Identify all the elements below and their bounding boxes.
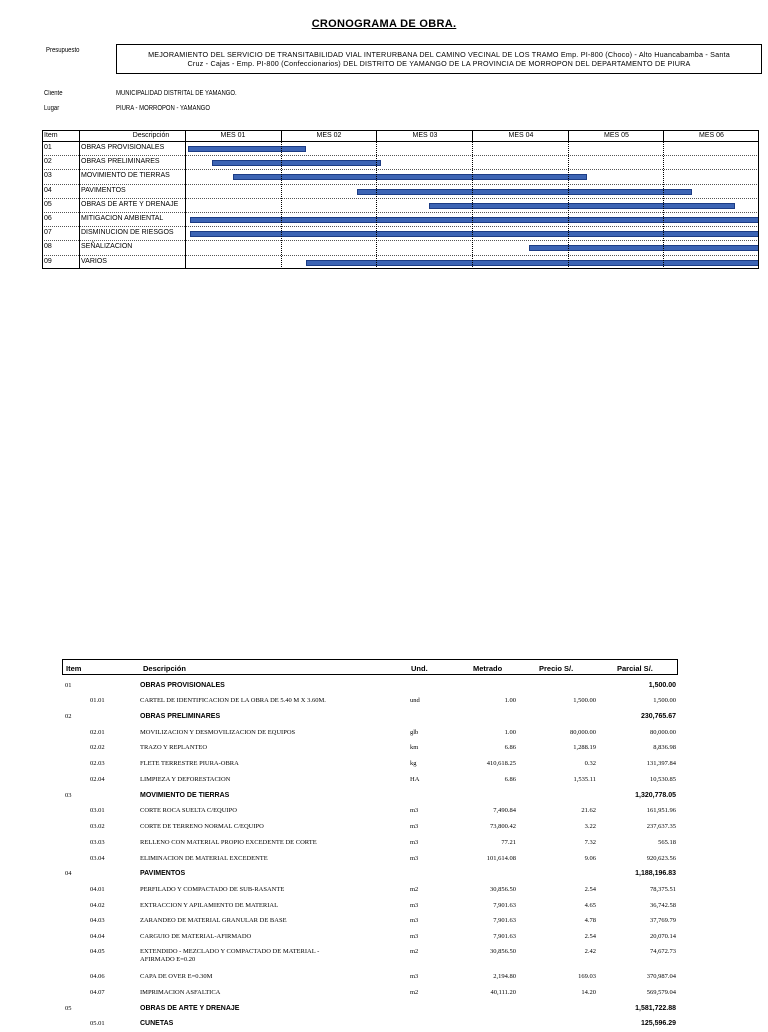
lugar-label: Lugar (44, 105, 60, 112)
gantt-month-divider (663, 130, 664, 141)
budget-row-desc: OBRAS DE ARTE Y DRENAJE (140, 1004, 240, 1012)
gantt-column-divider (79, 130, 80, 269)
gantt-row-item: 01 (44, 144, 52, 151)
budget-row-item: 04.01 (90, 885, 105, 893)
gantt-month-divider (472, 130, 473, 141)
budget-row-precio: 7.32 (584, 838, 596, 846)
budget-row-und: HA (410, 776, 420, 783)
gantt-row-desc: MITIGACION AMBIENTAL (81, 215, 164, 222)
budget-row-parcial: 1,188,196.83 (635, 870, 676, 878)
budget-row-item: 03.01 (90, 807, 105, 815)
budget-row-precio: 3.22 (584, 823, 596, 830)
budget-col-und: Und. (411, 664, 428, 673)
budget-row-parcial: 125,596.29 (640, 1020, 676, 1027)
cliente-label: Cliente (44, 90, 63, 97)
budget-row-metrado: 7,901.63 (493, 901, 516, 909)
budget-row-metrado: 7,901.63 (493, 917, 516, 925)
budget-row-precio: 1,535.11 (573, 776, 596, 783)
presupuesto-box (116, 44, 762, 74)
budget-row-item: 02.01 (90, 728, 105, 736)
gantt-row-desc: DISMINUCION DE RIESGOS (81, 229, 174, 237)
gantt-month-gridline (663, 141, 664, 269)
budget-row-metrado: 40,111.20 (490, 988, 516, 996)
gantt-row-desc: VARIOS (81, 257, 107, 265)
budget-header (62, 659, 678, 675)
budget-row-parcial: 131,397.84 (646, 760, 676, 768)
budget-group-row (62, 1002, 762, 1017)
budget-row-und: m2 (410, 948, 419, 955)
budget-row-item: 04.02 (90, 901, 105, 909)
budget-row-metrado: 410,618.25 (486, 760, 516, 768)
budget-row-item: 04 (65, 870, 72, 878)
budget-row (62, 741, 762, 757)
budget-row (62, 899, 762, 915)
budget-row-parcial: 161,951.96 (646, 807, 676, 815)
budget-row-desc: OBRAS PRELIMINARES (140, 713, 221, 721)
budget-row (62, 694, 762, 710)
budget-group-row (62, 679, 762, 694)
gantt-row-desc: PAVIMENTOS (81, 186, 126, 194)
budget-row-item: 01.01 (90, 697, 105, 705)
budget-row-parcial: 230,765.67 (640, 713, 676, 721)
gantt-row-item: 03 (44, 172, 52, 180)
budget-row-desc: CAPA DE OVER E=0.30M (140, 973, 213, 980)
budget-row-und: m3 (410, 838, 419, 846)
budget-row-desc: CARTEL DE IDENTIFICACION DE LA OBRA DE 5.40 M X 3.60M. (140, 697, 326, 705)
budget-row-desc: OBRAS PROVISIONALES (140, 682, 225, 689)
budget-row-metrado: 30,856.50 (490, 885, 516, 893)
budget-row-precio: 1,288.19 (573, 744, 596, 752)
budget-group-row (62, 867, 762, 882)
budget-row-item: 04.07 (90, 988, 105, 996)
budget-row-item: 02.02 (90, 744, 105, 752)
budget-row-parcial: 370,987.04 (646, 973, 676, 980)
budget-row-desc-cont: AFIRMADO E=0.20 (140, 956, 196, 963)
budget-row-item: 02 (65, 713, 72, 721)
budget-row-parcial: 1,500.00 (653, 697, 676, 705)
budget-row-desc: TRAZO Y REPLANTEO (140, 744, 208, 752)
budget-col-precio: Precio S/. (539, 664, 574, 673)
budget-row-parcial: 36,742.58 (650, 901, 676, 909)
budget-row-precio: 0.32 (584, 760, 596, 768)
budget-row (62, 914, 762, 930)
budget-row-und: m3 (410, 807, 419, 815)
gantt-month-gridline (376, 141, 377, 269)
budget-col-item: Item (66, 664, 82, 673)
budget-row-metrado: 6.86 (504, 776, 516, 783)
gantt-row-desc: SEÑALIZACION (81, 243, 133, 251)
budget-row-item: 04.06 (90, 973, 105, 980)
budget-row-parcial: 10,530.85 (650, 776, 676, 783)
budget-row (62, 930, 762, 946)
gantt-month-divider (281, 130, 282, 141)
budget-row (62, 836, 762, 852)
budget-row-parcial: 8,836.98 (653, 744, 676, 752)
budget-row-metrado: 2,194.80 (493, 973, 516, 980)
budget-row-item: 02.04 (90, 776, 105, 783)
budget-row-precio: 21.62 (581, 807, 596, 815)
budget-row-item: 01 (65, 682, 72, 689)
gantt-month-gridline (472, 141, 473, 269)
budget-group-row (62, 789, 762, 804)
gantt-col-desc: Descripción (132, 132, 170, 139)
budget-row-precio: 9.06 (584, 854, 596, 862)
budget-col-parcial: Parcial S/. (617, 664, 653, 673)
gantt-month-gridline (281, 141, 282, 269)
gantt-column-divider (185, 130, 186, 269)
budget-row-metrado: 7,901.63 (493, 933, 516, 941)
budget-row-und: m3 (410, 823, 419, 830)
gantt-border (42, 130, 759, 269)
gantt-row-item: 02 (44, 158, 52, 166)
budget-row-parcial: 920,623.56 (646, 854, 676, 862)
gantt-row-item: 05 (44, 200, 52, 208)
budget-row-und: m3 (410, 854, 419, 862)
budget-row-desc: PAVIMENTOS (140, 870, 186, 878)
gantt-row-item: 07 (44, 229, 52, 237)
gantt-chart (42, 130, 759, 273)
budget-row-metrado: 1.00 (504, 728, 516, 736)
budget-row-desc: EXTENDIDO - MEZCLADO Y COMPACTADO DE MATERIAL - (140, 948, 320, 955)
budget-row-item: 03.02 (90, 823, 105, 830)
budget-row-und: m3 (410, 933, 419, 941)
gantt-row-item: 08 (44, 243, 52, 251)
budget-row-item: 05 (65, 1004, 72, 1012)
gantt-row-item: 06 (44, 215, 52, 222)
gantt-row-item: 04 (44, 186, 52, 194)
presupuesto-text-line-1: MEJORAMIENTO DEL SERVICIO DE TRANSITABILIDAD VIAL INTERURBANA DEL CAMINO VECINAL DE LOS TRAMO Emp. PI-800 (Choco) - Alto Huancabamba - Santa (148, 50, 730, 59)
budget-col-metrado: Metrado (473, 664, 503, 673)
budget-row-desc: CORTE ROCA SUELTA C/EQUIPO (140, 807, 237, 815)
lugar-value: PIURA - MORROPON - YAMANGO (116, 105, 211, 112)
budget-row-parcial: 80,000.00 (650, 728, 676, 736)
budget-row (62, 773, 762, 789)
budget-group-row (62, 710, 762, 725)
gantt-month-divider (568, 130, 569, 141)
budget-row-desc: FLETE TERRESTRE PIURA-OBRA (140, 760, 239, 768)
budget-row (62, 804, 762, 820)
budget-row-precio: 2.54 (584, 885, 596, 893)
budget-row-desc: IMPRIMACION ASFALTICA (140, 988, 221, 996)
budget-row-desc: ELIMINACION DE MATERIAL EXCEDENTE (140, 854, 268, 862)
budget-group-row (62, 1017, 762, 1032)
gantt-month-03: MES 03 (412, 132, 438, 139)
budget-row-desc: ZARANDEO DE MATERIAL GRANULAR DE BASE (140, 917, 287, 925)
budget-row (62, 820, 762, 836)
gantt-row-item: 09 (44, 257, 52, 265)
page-title: CRONOGRAMA DE OBRA. (311, 18, 457, 30)
budget-row-item: 04.03 (90, 917, 105, 925)
budget-row-und: m3 (410, 973, 419, 980)
budget-row-desc: CORTE DE TERRENO NORMAL C/EQUIPO (140, 823, 264, 830)
budget-row-desc: PERFILADO Y COMPACTADO DE SUB-RASANTE (140, 885, 285, 893)
budget-row-und: und (410, 697, 420, 705)
budget-row-precio: 2.54 (584, 933, 596, 941)
budget-row-metrado: 101,614.08 (486, 854, 516, 862)
gantt-row-desc: OBRAS DE ARTE Y DRENAJE (81, 200, 179, 208)
budget-row-desc: EXTRACCION Y APILAMIENTO DE MATERIAL (140, 901, 279, 909)
budget-row-item: 02.03 (90, 760, 105, 768)
budget-row-desc: CARGUIO DE MATERIAL-AFIRMADO (140, 933, 252, 941)
budget-row-parcial: 1,320,778.05 (635, 791, 676, 799)
budget-row-desc: MOVILIZACION Y DESMOVILIZACION DE EQUIPOS (140, 728, 296, 736)
budget-row-parcial: 20,070.14 (650, 933, 676, 941)
budget-row-item: 04.05 (90, 948, 105, 955)
budget-row-precio: 4.78 (584, 917, 596, 925)
budget-row-und: m3 (410, 901, 419, 909)
budget-row-und: km (410, 744, 419, 752)
budget-row-precio: 169.03 (578, 973, 596, 980)
budget-row-metrado: 6.86 (504, 744, 516, 752)
budget-row (62, 970, 762, 986)
budget-row-parcial: 237,637.35 (646, 823, 676, 830)
budget-row-item: 05.01 (90, 1020, 105, 1027)
budget-row (62, 986, 762, 1002)
budget-row-desc: LIMPIEZA Y DEFORESTACION (140, 776, 231, 783)
budget-row-parcial: 1,500.00 (648, 682, 676, 689)
budget-row-und: kg (410, 760, 417, 768)
budget-row (62, 757, 762, 773)
budget-row-metrado: 30,856.50 (490, 948, 516, 955)
presupuesto-label: Presupuesto (46, 47, 80, 54)
budget-row (62, 852, 762, 868)
budget-row-precio: 2.42 (584, 948, 596, 955)
gantt-col-item: Item (44, 132, 58, 139)
budget-row (62, 946, 762, 970)
budget-col-desc: Descripción (143, 664, 186, 673)
budget-row (62, 883, 762, 899)
budget-row-parcial: 78,375.51 (650, 885, 676, 893)
gantt-row-desc: OBRAS PRELIMINARES (81, 158, 160, 166)
presupuesto-text-line-2: Cruz - Cajas - Emp. PI-800 (Confeccionarios) DEL DISTRITO DE YAMANGO DE LA PROVINCIA DE MORROPON DEL DEPARTAMENTO DE PIURA (187, 59, 691, 68)
budget-row-parcial: 565.18 (658, 838, 676, 846)
gantt-month-01: MES 01 (220, 132, 246, 139)
gantt-month-06: MES 06 (699, 132, 724, 139)
budget-row-desc: MOVIMIENTO DE TIERRAS (140, 791, 230, 799)
budget-row-item: 04.04 (90, 933, 105, 941)
gantt-row-desc: OBRAS PROVISIONALES (81, 144, 165, 151)
budget-row-precio: 4.65 (584, 901, 596, 909)
budget-row-und: glb (410, 728, 419, 736)
gantt-header-separator (42, 141, 759, 142)
budget-row (62, 726, 762, 742)
budget-row-item: 03.03 (90, 838, 105, 846)
budget-row-desc: CUNETAS (140, 1020, 174, 1027)
gantt-month-04: MES 04 (508, 132, 534, 139)
gantt-month-02: MES 02 (316, 132, 342, 139)
budget-row-precio: 80,000.00 (570, 728, 596, 736)
budget-row-metrado: 77.21 (501, 838, 516, 846)
budget-row-parcial: 1,581,722.88 (635, 1004, 676, 1012)
budget-row-parcial: 37,769.79 (650, 917, 676, 925)
budget-row-und: m3 (410, 917, 419, 925)
budget-row-precio: 14.20 (581, 988, 596, 996)
gantt-row-desc: MOVIMIENTO DE TIERRAS (81, 172, 170, 180)
gantt-month-divider (376, 130, 377, 141)
gantt-month-05: MES 05 (604, 132, 629, 139)
budget-row-precio: 1,500.00 (573, 697, 596, 705)
budget-row-und: m2 (410, 885, 419, 893)
budget-row-item: 03 (65, 791, 72, 799)
gantt-month-gridline (568, 141, 569, 269)
budget-row-metrado: 7,490.84 (493, 807, 516, 815)
budget-row-parcial: 569,579.04 (646, 988, 676, 996)
budget-row-metrado: 1.00 (504, 697, 516, 705)
cliente-value: MUNICIPALIDAD DISTRITAL DE YAMANGO. (116, 90, 237, 97)
budget-row-parcial: 74,672.73 (650, 948, 676, 955)
budget-row-desc: RELLENO CON MATERIAL PROPIO EXCEDENTE DE CORTE (140, 838, 317, 846)
budget-row-item: 03.04 (90, 854, 105, 862)
budget-row-und: m2 (410, 988, 419, 996)
budget-row-metrado: 73,800.42 (490, 823, 516, 830)
